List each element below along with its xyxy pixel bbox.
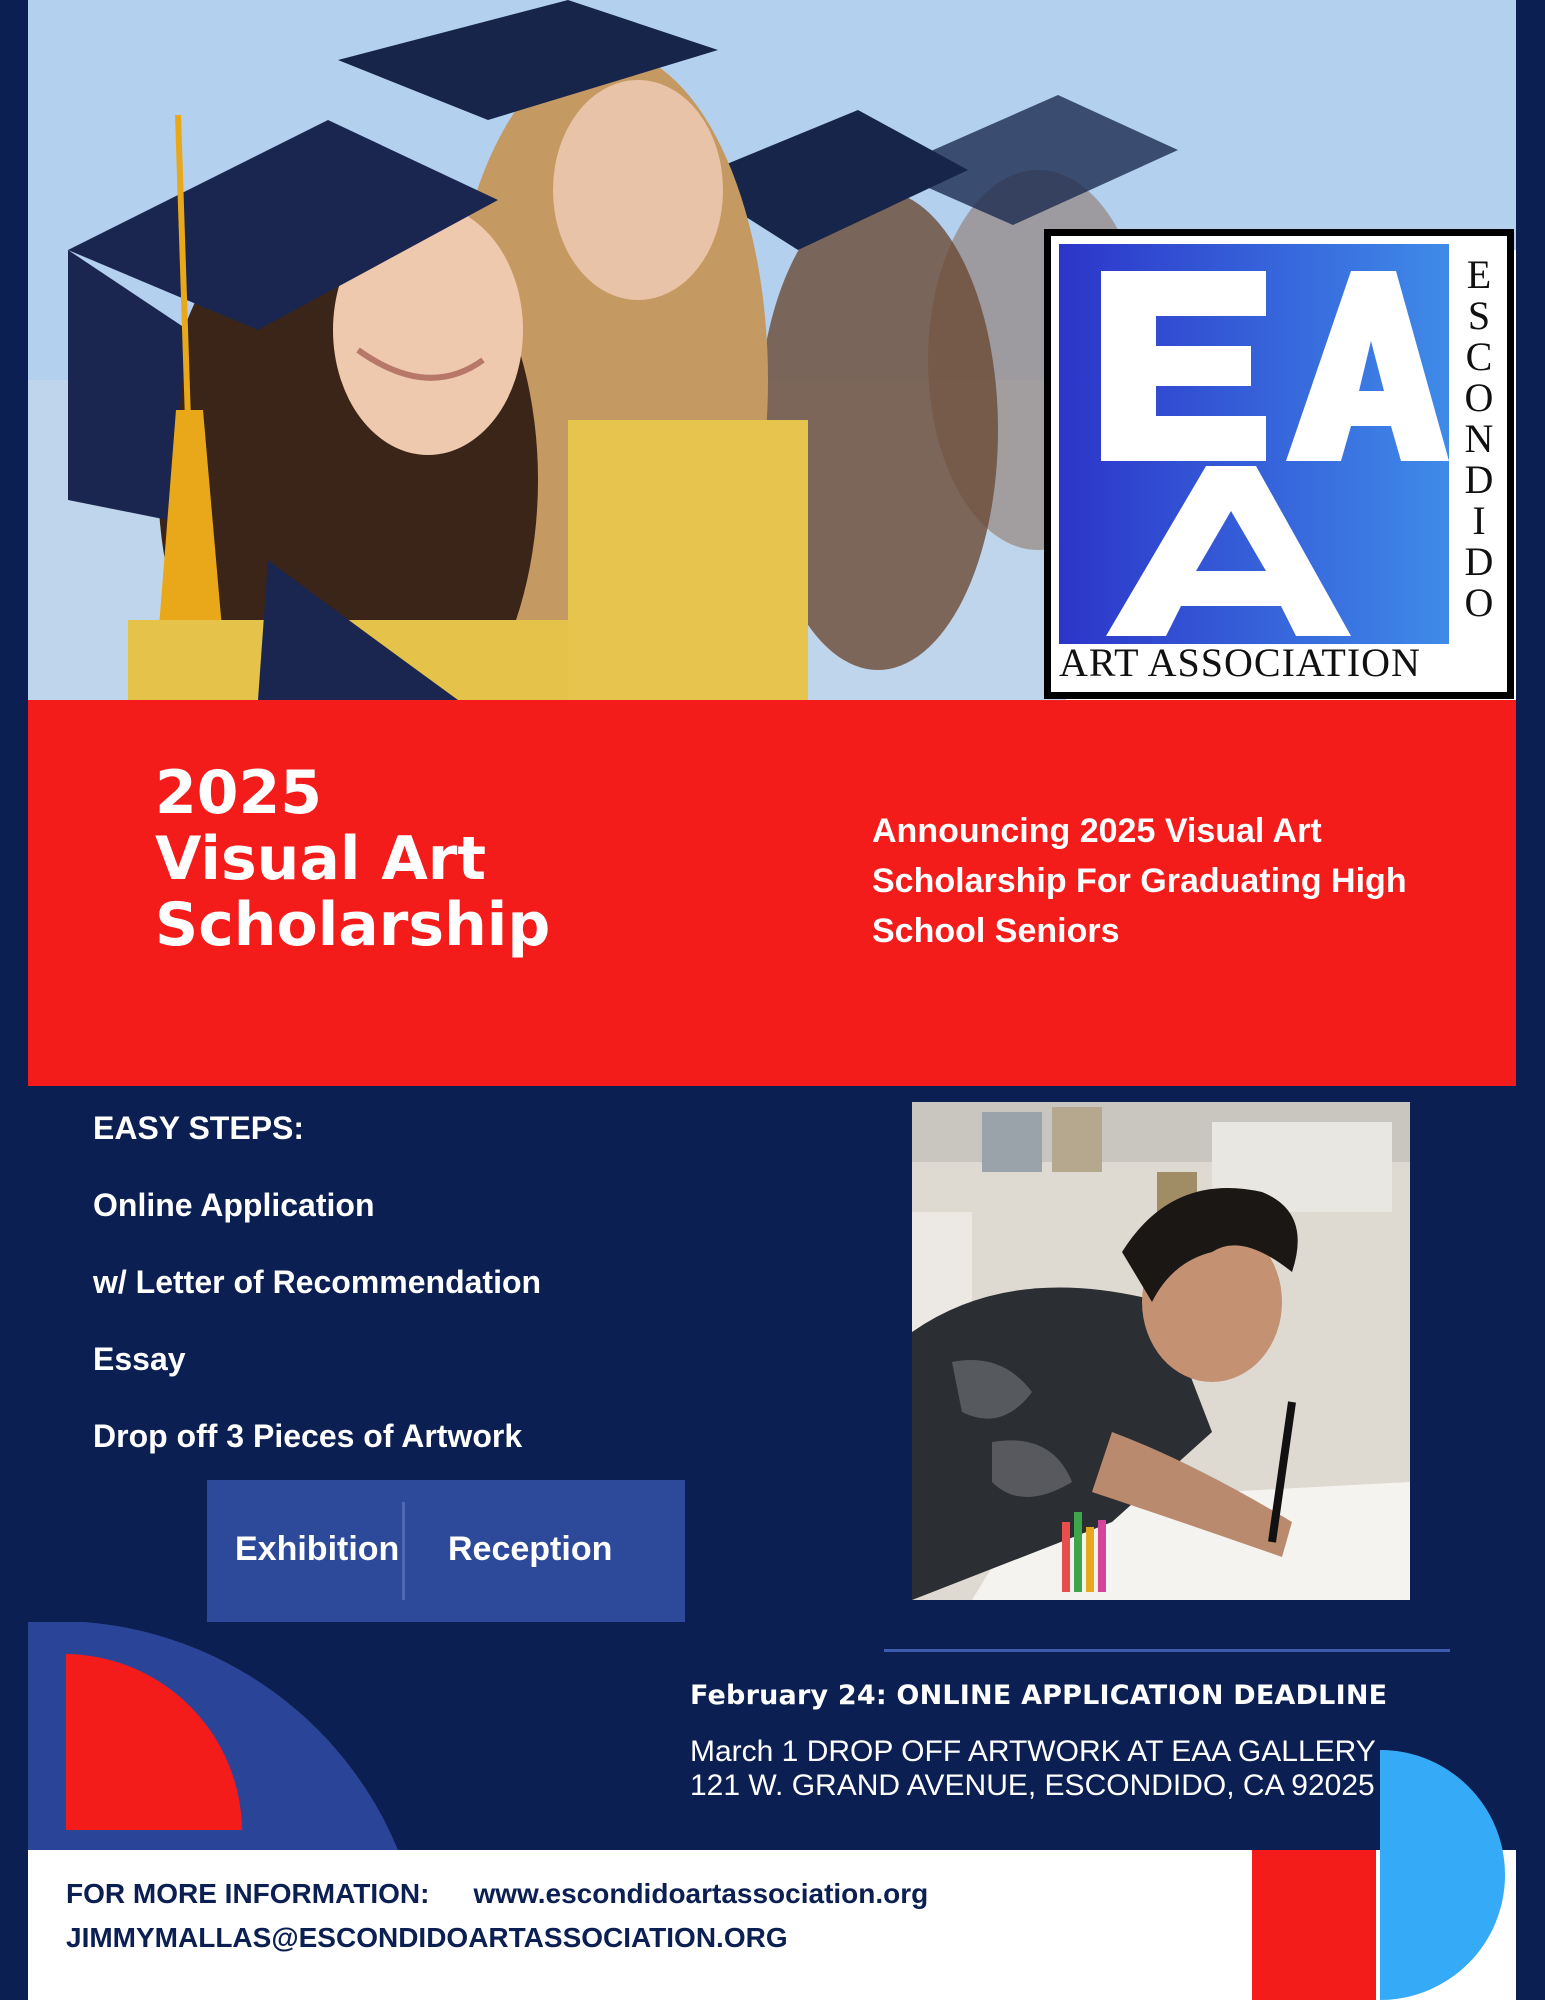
easy-steps-list [93,1104,541,1489]
dropoff-line-1: March 1 DROP OFF ARTWORK AT EAA GALLERY [690,1735,1376,1768]
steps-heading: EASY STEPS: [93,1110,305,1146]
logo-escondido-text: ESCONDIDO [1464,252,1494,625]
exhibition-label: Exhibition [235,1530,400,1568]
title-line-scholarship: Scholarship [155,890,551,960]
step-item: Essay [93,1341,186,1377]
decorative-shapes-left [28,1622,428,1852]
dropoff-info [690,1735,1376,1803]
step-item: w/ Letter of Recommendation [93,1264,542,1300]
decorative-blue-half-circle-front [1380,1750,1516,2000]
contact-label: FOR MORE INFORMATION: [66,1878,430,1909]
email-link[interactable]: JIMMYMALLAS@ESCONDIDOARTASSOCIATION.ORG [66,1922,788,1953]
student-drawing-photo [912,1102,1410,1600]
application-deadline: February 24: ONLINE APPLICATION DEADLINE [690,1680,1388,1711]
website-link[interactable]: www.escondidoartassociation.org [473,1878,929,1909]
contact-info [66,1872,928,1960]
logo-art-association-text: ART ASSOCIATION [1059,640,1421,685]
dropoff-line-2: 121 W. GRAND AVENUE, ESCONDIDO, CA 92025 [690,1769,1375,1802]
footer-red-block [1252,1850,1376,2000]
announcement-text: Announcing 2025 Visual Art Scholarship For Graduating High School Seniors [872,812,1407,950]
scholarship-title [155,760,550,958]
step-item: Online Application [93,1187,375,1223]
step-item: Drop off 3 Pieces of Artwork [93,1418,523,1454]
title-year: 2025 [155,758,322,828]
reception-label: Reception [448,1530,613,1568]
title-line-visual-art: Visual Art [155,824,487,894]
eaa-logo [1044,229,1514,699]
events-divider [402,1502,405,1600]
deadline-divider [884,1649,1450,1652]
